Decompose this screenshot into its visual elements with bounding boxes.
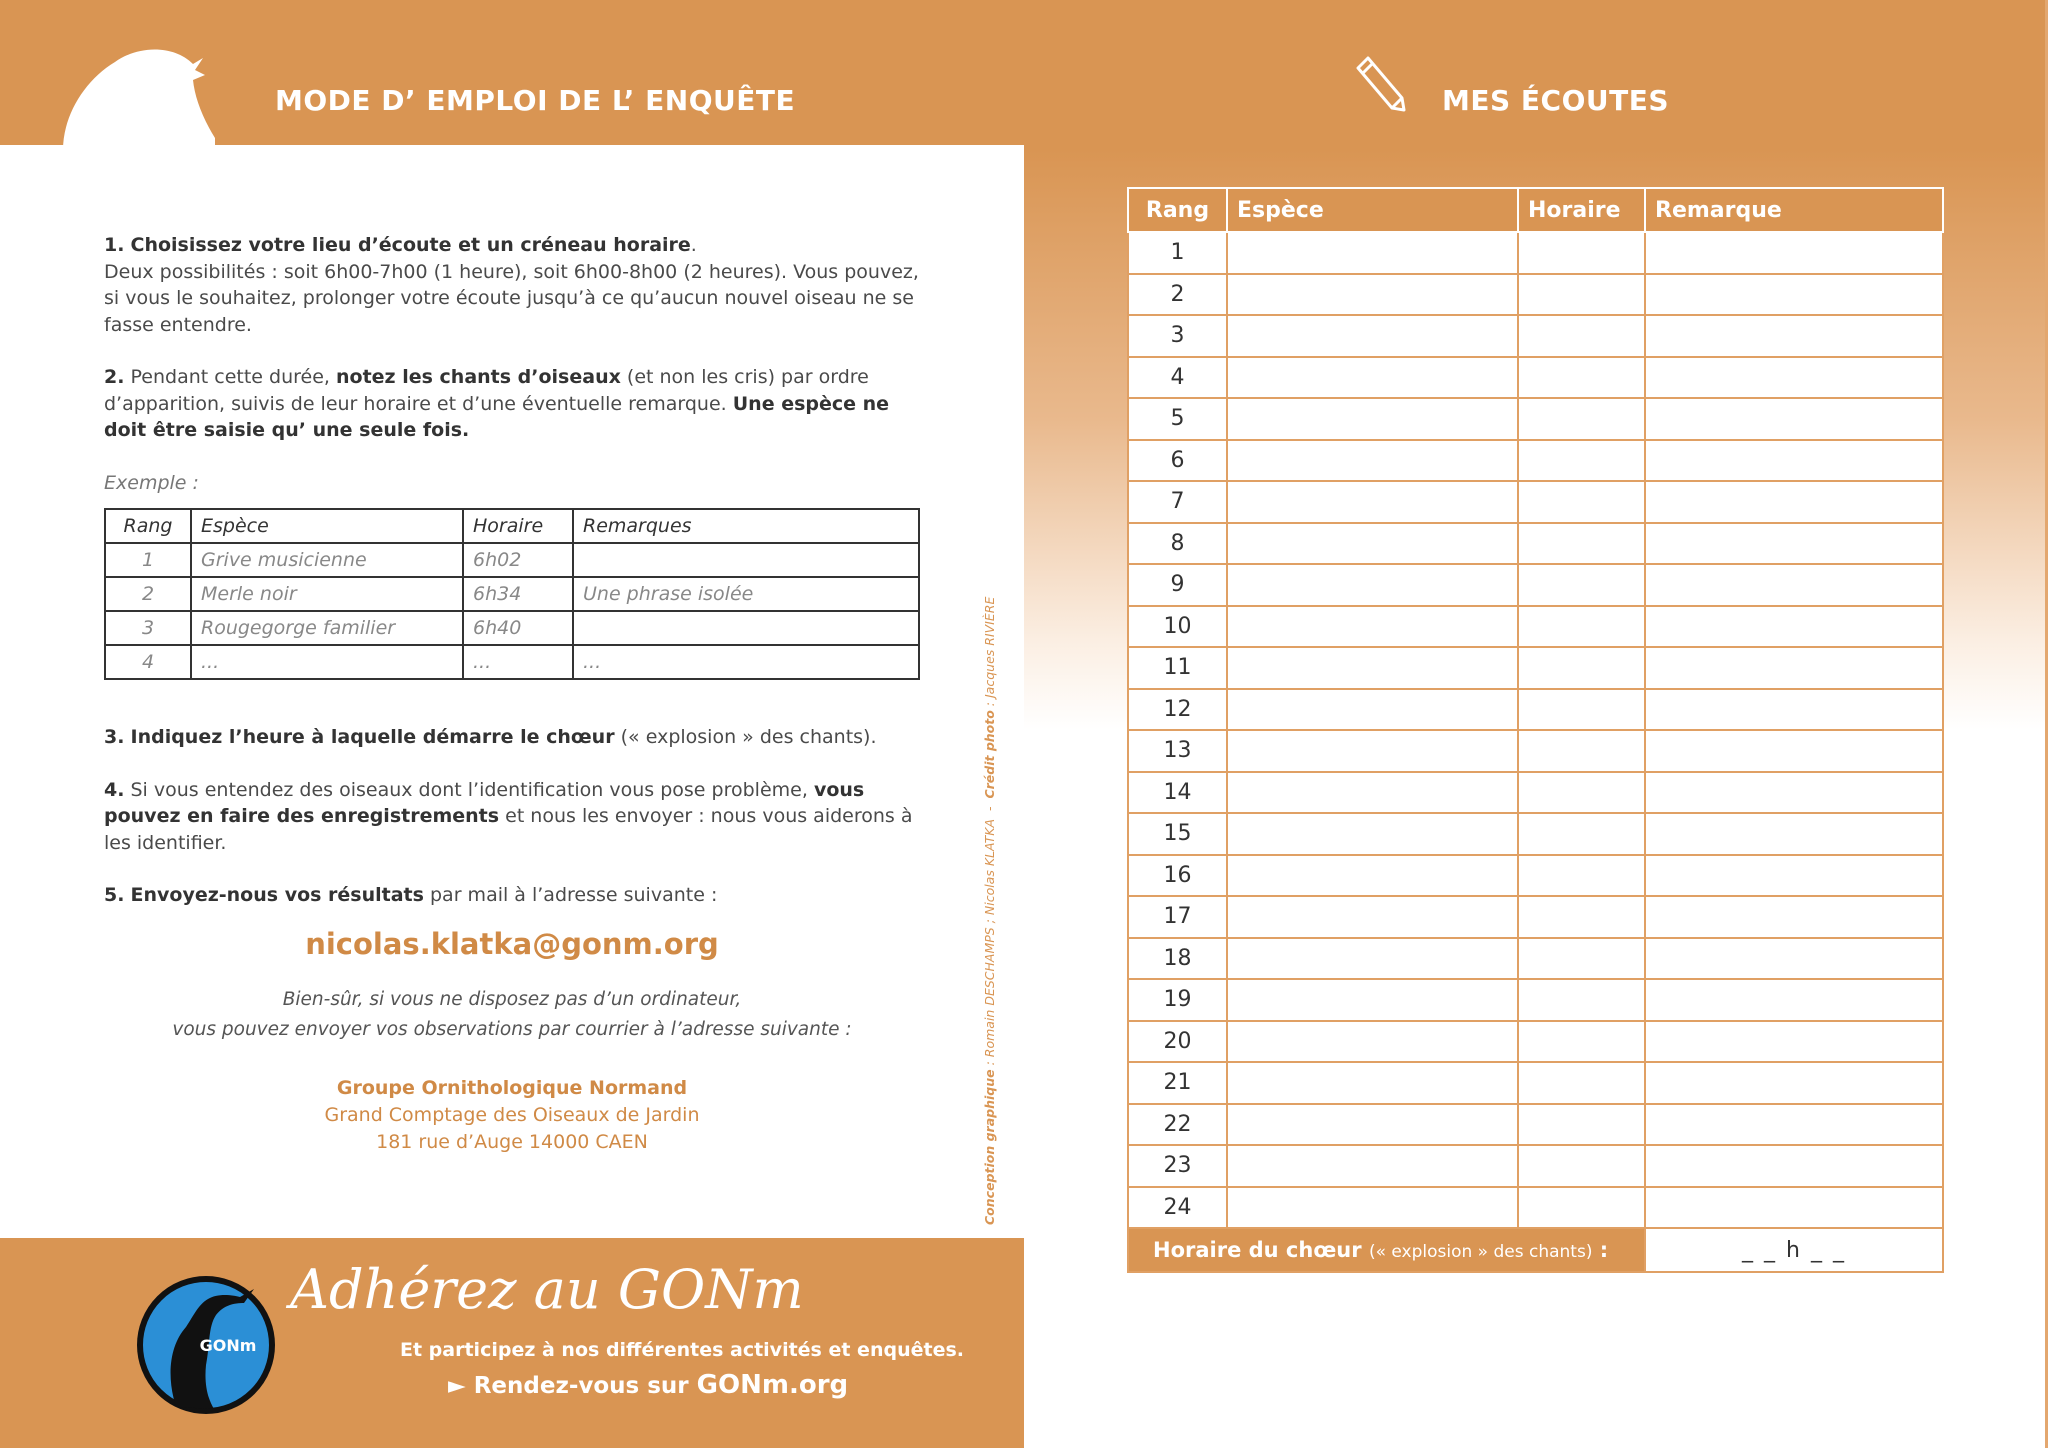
example-cell: 1 [105,543,191,577]
membership-cta: Adhérez au GONm [290,1258,804,1321]
step-5 [104,882,920,909]
postal-address [104,1075,920,1156]
remark-input-cell[interactable] [1645,398,1943,440]
step-4-number: 4. [104,778,125,801]
remark-input-cell[interactable] [1645,896,1943,938]
species-input-cell[interactable] [1227,398,1518,440]
remark-input-cell[interactable] [1645,1145,1943,1187]
remark-input-cell[interactable] [1645,315,1943,357]
species-input-cell[interactable] [1227,772,1518,814]
step-2-emphasis-a: notez les chants d’oiseaux [335,366,621,388]
step-2 [104,364,920,444]
time-input-cell[interactable] [1518,398,1645,440]
step-4-text-a: Si vous entendez des oiseaux dont l’identification vous pose problème, [130,778,808,801]
rank-cell: 8 [1128,523,1227,565]
time-input-cell[interactable] [1518,730,1645,772]
bird-silhouette-icon [55,40,215,150]
time-input-cell[interactable] [1518,523,1645,565]
remark-input-cell[interactable] [1645,1104,1943,1146]
rank-cell: 13 [1128,730,1227,772]
time-input-cell[interactable] [1518,1187,1645,1229]
table-row [1128,979,1943,1021]
step-2-emphasis-b: Une espèce ne doit être saisie qu’ une seule fois. [104,392,890,441]
species-input-cell[interactable] [1227,855,1518,897]
species-input-cell[interactable] [1227,1062,1518,1104]
rank-cell: 21 [1128,1062,1227,1104]
example-cell [573,543,919,577]
credit-label-photo: Crédit photo [982,710,997,799]
table-row [1128,232,1943,274]
log-header-espece: Espèce [1227,188,1518,232]
example-header-remarques: Remarques [573,509,919,543]
example-cell: 3 [105,611,191,645]
remark-input-cell[interactable] [1645,647,1943,689]
table-row [1128,398,1943,440]
time-input-cell[interactable] [1518,232,1645,274]
table-row [1128,564,1943,606]
credits-vertical [982,597,997,1225]
rank-cell: 4 [1128,357,1227,399]
table-row [105,577,919,611]
example-cell: 6h40 [463,611,573,645]
step-1-text: Deux possibilités : soit 6h00-7h00 (1 heure), soit 6h00-8h00 (2 heures). Vous pouvez, si vous le souhaitez, prolonger votre écoute jusqu’à ce qu’aucun nouvel oiseau ne se fasse entendre. [104,260,919,336]
rank-cell: 3 [1128,315,1227,357]
species-input-cell[interactable] [1227,979,1518,1021]
time-input-cell[interactable] [1518,647,1645,689]
page-title-right: MES ÉCOUTES [1442,84,1670,117]
remark-input-cell[interactable] [1645,855,1943,897]
remark-input-cell[interactable] [1645,1062,1943,1104]
rank-cell: 24 [1128,1187,1227,1229]
step-5-heading: Envoyez-nous vos résultats [130,884,424,906]
credit-label-design: Conception graphique [982,1069,997,1225]
remark-input-cell[interactable] [1645,481,1943,523]
rank-cell: 20 [1128,1021,1227,1063]
species-input-cell[interactable] [1227,232,1518,274]
example-header-rang: Rang [105,509,191,543]
species-input-cell[interactable] [1227,274,1518,316]
footer-website-prefix: ► Rendez-vous sur [448,1373,689,1399]
remark-input-cell[interactable] [1645,772,1943,814]
table-row [1128,689,1943,731]
time-input-cell[interactable] [1518,855,1645,897]
step-4-emphasis: vous pouvez en faire des enregistrements [104,778,865,827]
table-row [1128,1021,1943,1063]
instructions [104,232,920,1156]
example-cell: ... [573,645,919,679]
pencil-icon [1352,54,1408,114]
table-row [1128,1145,1943,1187]
step-3 [104,724,920,751]
step-4-text-b: et nous les envoyer : nous vous aiderons à les identifier. [104,805,913,854]
time-input-cell[interactable] [1518,1145,1645,1187]
remark-input-cell[interactable] [1645,357,1943,399]
example-cell: Grive musicienne [191,543,463,577]
time-input-cell[interactable] [1518,1021,1645,1063]
rank-cell: 14 [1128,772,1227,814]
species-input-cell[interactable] [1227,896,1518,938]
footer-website-line [448,1370,848,1400]
table-row [1128,1062,1943,1104]
time-input-cell[interactable] [1518,938,1645,980]
species-input-cell[interactable] [1227,689,1518,731]
time-input-cell[interactable] [1518,979,1645,1021]
remark-input-cell[interactable] [1645,813,1943,855]
remark-input-cell[interactable] [1645,730,1943,772]
remark-input-cell[interactable] [1645,979,1943,1021]
species-input-cell[interactable] [1227,523,1518,565]
rank-cell: 7 [1128,481,1227,523]
time-input-cell[interactable] [1518,606,1645,648]
rank-cell: 6 [1128,440,1227,482]
time-input-cell[interactable] [1518,689,1645,731]
rank-cell: 23 [1128,1145,1227,1187]
example-cell: Merle noir [191,577,463,611]
step-1-number: 1. [104,234,125,256]
example-cell: 6h34 [463,577,573,611]
table-row [1128,440,1943,482]
address-line-2: 181 rue d’Auge 14000 CAEN [376,1131,648,1153]
remark-input-cell[interactable] [1645,1021,1943,1063]
time-input-cell[interactable] [1518,357,1645,399]
table-row [1128,357,1943,399]
rank-cell: 15 [1128,813,1227,855]
mail-note [104,985,920,1045]
table-row [1128,647,1943,689]
table-row [1128,938,1943,980]
species-input-cell[interactable] [1227,730,1518,772]
example-header-espece: Espèce [191,509,463,543]
rank-cell: 17 [1128,896,1227,938]
species-input-cell[interactable] [1227,481,1518,523]
chorus-label-colon: : [1599,1238,1609,1262]
step-5-text: par mail à l’adresse suivante : [430,884,718,906]
page-title-left: MODE D’ EMPLOI DE L’ ENQUÊTE [275,84,796,117]
example-cell: ... [191,645,463,679]
time-input-cell[interactable] [1518,440,1645,482]
credit-value-design: : Romain DESCHAMPS ; Nicolas KLATKA [982,818,997,1066]
species-input-cell[interactable] [1227,1021,1518,1063]
chorus-time-field[interactable]: _ _ h _ _ [1645,1228,1943,1272]
table-row [1128,855,1943,897]
chorus-label-note: (« explosion » des chants) [1368,1242,1593,1262]
example-cell: Une phrase isolée [573,577,919,611]
contact-email[interactable]: nicolas.klatka@gonm.org [305,926,719,961]
example-cell: ... [463,645,573,679]
remark-input-cell[interactable] [1645,523,1943,565]
step-3-text: (« explosion » des chants). [620,726,877,748]
log-table-header [1128,188,1943,232]
step-2-text-b: (et non les cris) par ordre d’apparition, suivis de leur horaire et d’une éventuelle remarque. [104,366,869,415]
table-row [1128,315,1943,357]
example-label: Exemple : [104,471,199,494]
species-input-cell[interactable] [1227,1145,1518,1187]
species-input-cell[interactable] [1227,1104,1518,1146]
table-row [1128,896,1943,938]
species-input-cell[interactable] [1227,1187,1518,1229]
species-input-cell[interactable] [1227,440,1518,482]
species-input-cell[interactable] [1227,564,1518,606]
species-input-cell[interactable] [1227,647,1518,689]
rank-cell: 22 [1128,1104,1227,1146]
rank-cell: 12 [1128,689,1227,731]
remark-input-cell[interactable] [1645,606,1943,648]
step-4 [104,777,920,857]
table-row [1128,274,1943,316]
rank-cell: 11 [1128,647,1227,689]
example-cell [573,611,919,645]
credit-separator: - [982,806,997,812]
table-row [1128,772,1943,814]
rank-cell: 5 [1128,398,1227,440]
chorus-time-row [1128,1228,1943,1272]
rank-cell: 10 [1128,606,1227,648]
example-cell: 4 [105,645,191,679]
remark-input-cell[interactable] [1645,1187,1943,1229]
example-header-horaire: Horaire [463,509,573,543]
address-line-1: Grand Comptage des Oiseaux de Jardin [324,1104,700,1126]
time-input-cell[interactable] [1518,564,1645,606]
species-input-cell[interactable] [1227,315,1518,357]
step-2-text-a: Pendant cette durée, [130,366,330,388]
remark-input-cell[interactable] [1645,938,1943,980]
table-row [105,543,919,577]
time-input-cell[interactable] [1518,896,1645,938]
gonm-logo-text: GONm [199,1336,257,1355]
table-row [1128,1104,1943,1146]
step-2-number: 2. [104,366,125,388]
time-input-cell[interactable] [1518,1062,1645,1104]
rank-cell: 2 [1128,274,1227,316]
time-input-cell[interactable] [1518,481,1645,523]
rank-cell: 18 [1128,938,1227,980]
table-row [1128,481,1943,523]
listening-log-table [1127,187,1944,1273]
step-1: 1. Choisissez votre lieu d’écoute et un créneau horaire. Deux possibilités : soit 6h00-7h00 (1 heure), soit 6h00-8h00 (2 heures). Vous pouvez, si vous le souhaitez, prolonger votre écoute jusqu’à ce qu’aucun nouvel oiseau ne se fasse entendre. [104,234,919,336]
step-3-heading: Indiquez l’heure à laquelle démarre le chœur [130,726,615,748]
chorus-time-label [1128,1228,1645,1272]
remark-input-cell[interactable] [1645,232,1943,274]
credit-value-photo: : Jacques RIVIÈRE [982,596,997,707]
address-org: Groupe Ornithologique Normand [336,1077,688,1099]
remark-input-cell[interactable] [1645,689,1943,731]
table-row [1128,523,1943,565]
rank-cell: 16 [1128,855,1227,897]
rank-cell: 1 [1128,232,1227,274]
time-input-cell[interactable] [1518,772,1645,814]
example-cell: 2 [105,577,191,611]
step-1-heading: Choisissez votre lieu d’écoute et un créneau horaire [130,234,691,256]
remark-input-cell[interactable] [1645,440,1943,482]
time-input-cell[interactable] [1518,813,1645,855]
example-table-header [105,509,919,543]
chorus-label-text: Horaire du chœur [1153,1238,1362,1262]
table-row [1128,1187,1943,1229]
remark-input-cell[interactable] [1645,564,1943,606]
example-cell: Rougegorge familier [191,611,463,645]
species-input-cell[interactable] [1227,606,1518,648]
mail-note-line-1: Bien-sûr, si vous ne disposez pas d’un ordinateur, [282,989,742,1010]
mail-note-line-2: vous pouvez envoyer vos observations par courrier à l’adresse suivante : [172,1019,852,1040]
table-row [105,611,919,645]
time-input-cell[interactable] [1518,315,1645,357]
table-row [1128,606,1943,648]
log-header-remarque: Remarque [1645,188,1943,232]
species-input-cell[interactable] [1227,813,1518,855]
table-row [1128,813,1943,855]
remark-input-cell[interactable] [1645,274,1943,316]
gonm-logo[interactable] [136,1275,276,1415]
rank-cell: 9 [1128,564,1227,606]
example-cell: 6h02 [463,543,573,577]
rank-cell: 19 [1128,979,1227,1021]
log-header-horaire: Horaire [1518,188,1645,232]
species-input-cell[interactable] [1227,357,1518,399]
table-row [1128,730,1943,772]
time-input-cell[interactable] [1518,1104,1645,1146]
species-input-cell[interactable] [1227,938,1518,980]
footer-tagline: Et participez à nos différentes activités et enquêtes. [400,1339,964,1361]
step-3-number: 3. [104,726,125,748]
example-table [104,508,920,680]
log-header-rang: Rang [1128,188,1227,232]
table-row [105,645,919,679]
website-link[interactable]: GONm.org [696,1370,849,1400]
step-5-number: 5. [104,884,125,906]
time-input-cell[interactable] [1518,274,1645,316]
